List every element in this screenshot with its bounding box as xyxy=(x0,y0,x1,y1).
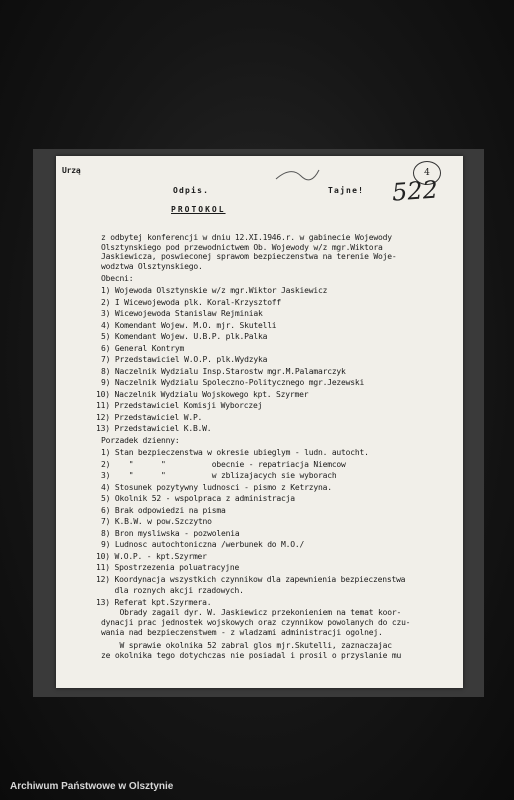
secret-label: Tajne! xyxy=(328,186,365,195)
present-item: 1) Wojewoda Olsztynskie w/z mgr.Wiktor Jaskiewicz xyxy=(101,286,328,295)
paragraph-line: dynacji prac jednostek wojskowych oraz czynnikow powolanych do czu- xyxy=(101,618,411,627)
intro-line: Olsztynskiego pod przewodnictwem Ob. Wojewody w/z mgr.Wiktora xyxy=(101,242,383,252)
archive-footer: Archiwum Państwowe w Olsztynie xyxy=(10,781,174,792)
present-heading: Obecni: xyxy=(101,274,134,283)
present-item: 9) Naczelnik Wydzialu Spoleczno-Politycznego mgr.Jezewski xyxy=(101,378,365,387)
document-title: PROTOKOL xyxy=(171,205,226,214)
present-item: 7) Przedstawiciel W.O.P. plk.Wydzyka xyxy=(101,355,268,364)
agenda-item: 6) Brak odpowiedzi na pisma xyxy=(101,505,226,515)
agenda-item: 3) " " w zblizajacych sie wyborach xyxy=(101,471,337,480)
corner-label: Urzą xyxy=(62,166,81,175)
agenda-item: 11) Spostrzezenia poluatracyjne xyxy=(96,563,240,572)
agenda-item: 5) Okolnik 52 - wspolpraca z administracja xyxy=(101,494,295,503)
agenda-item: 1) Stan bezpieczenstwa w okresie ubieglym - ludn. autocht. xyxy=(101,448,369,457)
present-item: 3) Wicewojewoda Stanislaw Rejminiak xyxy=(101,309,263,318)
intro-line: z odbytej konferencji w dniu 12.XI.1946.r. w gabinecie Wojewody xyxy=(101,233,392,242)
agenda-item: 9) Ludnosc autochtoniczna /werbunek do M.O./ xyxy=(101,540,305,549)
present-item: 4) Komendant Wojew. M.O. mjr. Skutelli xyxy=(101,320,277,330)
agenda-item: 2) " " obecnie - repatriacja Niemcow xyxy=(101,459,346,469)
agenda-item: 12) Koordynacja wszystkich czynnikow dla zapewnienia bezpieczenstwa xyxy=(96,574,406,584)
agenda-item: dla roznych akcji rzadowych. xyxy=(96,586,244,595)
present-item: 11) Przedstawiciel Komisji Wyborczej xyxy=(96,401,263,410)
present-item: 13) Przedstawiciel K.B.W. xyxy=(96,424,212,433)
agenda-item: 13) Referat kpt.Szyrmera. xyxy=(96,597,212,607)
paragraph-line: Obrady zagail dyr. W. Jaskiewicz przekonieniem na temat koor- xyxy=(101,608,402,617)
present-item: 6) General Kontrym xyxy=(101,343,185,353)
agenda-heading: Porzadek dzienny: xyxy=(101,436,180,445)
page-stamp: 4 xyxy=(413,161,441,185)
paragraph-line: ze okolnika tego dotychczas nie posiadal i prosil o przyslanie mu xyxy=(101,651,402,660)
sheet-number: 522 xyxy=(391,175,439,207)
present-item: 8) Naczelnik Wydzialu Insp.Starostw mgr.M.Palamarczyk xyxy=(101,366,346,376)
copy-label: Odpis. xyxy=(173,186,210,195)
agenda-item: 8) Bron mysliwska - pozwolenia xyxy=(101,528,240,538)
present-item: 5) Komendant Wojew. U.B.P. plk.Palka xyxy=(101,332,268,341)
paragraph-line: W sprawie okolnika 52 zabral glos mjr.Skutelli, zaznaczajac xyxy=(101,641,392,650)
agenda-item: 10) W.O.P. - kpt.Szyrmer xyxy=(96,551,207,561)
intro-line: wodztwa Olsztynskiego. xyxy=(101,261,203,271)
present-item: 10) Naczelnik Wydzialu Wojskowego kpt. Szyrmer xyxy=(96,389,309,399)
pencil-mark-icon xyxy=(271,164,321,184)
document-page xyxy=(56,156,463,688)
agenda-item: 7) K.B.W. w pow.Szczytno xyxy=(101,517,212,526)
intro-line: Jaskiewicza, poswieconej sprawom bezpieczenstwa na terenie Woje- xyxy=(101,252,397,262)
present-item: 2) I Wicewojewoda plk. Koral-Krzysztoff xyxy=(101,297,282,307)
agenda-item: 4) Stosunek pozytywny ludnosci - pismo z Ketrzyna. xyxy=(101,482,332,492)
present-item: 12) Przedstawiciel W.P. xyxy=(96,412,203,422)
paragraph-line: wania nad bezpieczenstwem - z wladzami administracji ogolnej. xyxy=(101,628,383,637)
